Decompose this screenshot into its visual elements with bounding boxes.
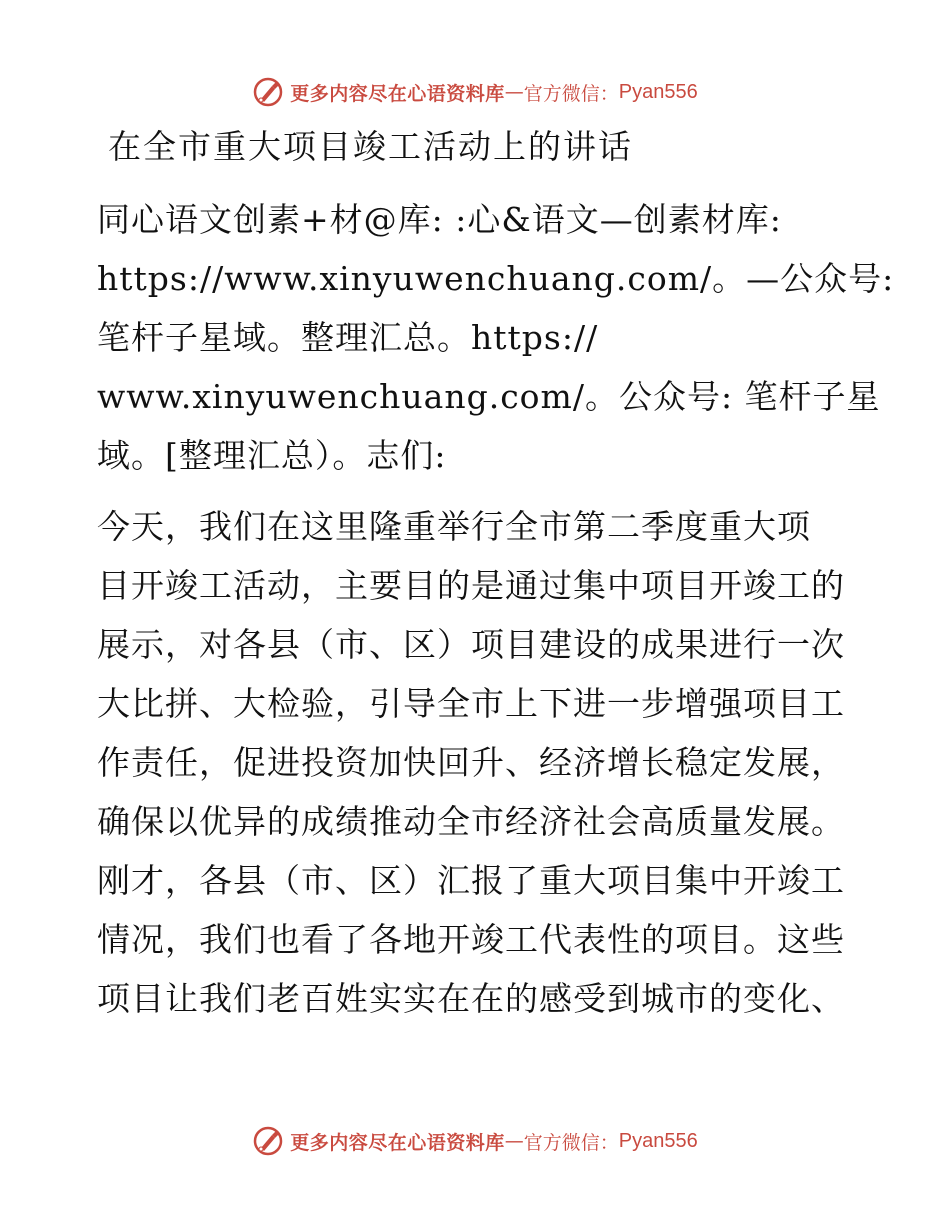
pen-logo-icon — [252, 1125, 284, 1157]
text-line: 同心语文创素+材@库: :心&语文—创素材库: — [97, 200, 782, 239]
paragraph-body — [97, 497, 857, 1028]
paragraph-intro — [97, 190, 895, 485]
footer-watermark-banner — [0, 1121, 950, 1161]
text-line: 笔杆子星域。整理汇总。https:// — [97, 318, 599, 357]
banner-wechat-id: Pyan556 — [618, 80, 698, 103]
document-title: 在全市重大项目竣工活动上的讲话 — [108, 127, 633, 166]
text-line: 确保以优异的成绩推动全市经济社会高质量发展。 — [97, 802, 845, 841]
text-line: 作责任，促进投资加快回升、经济增长稳定发展， — [97, 743, 845, 782]
text-line: 项目让我们老百姓实实在在的感受到城市的变化、 — [97, 979, 845, 1018]
banner-separator: — — [504, 81, 524, 103]
banner-wechat-label: 官方微信： — [523, 82, 619, 105]
banner-wechat-id: Pyan556 — [618, 1129, 698, 1152]
text-line: 今天，我们在这里隆重举行全市第二季度重大项 — [97, 507, 811, 546]
header-watermark-banner — [0, 72, 950, 112]
banner-brand-text: 更多内容尽在心语资料库 — [290, 1131, 505, 1154]
text-line: 域。[整理汇总）。志们: — [97, 436, 447, 475]
text-line: www.xinyuwenchuang.com/。公众号: 笔杆子星 — [97, 377, 881, 416]
text-line: 目开竣工活动，主要目的是通过集中项目开竣工的 — [97, 566, 845, 605]
text-line: 大比拼、大检验，引导全市上下进一步增强项目工 — [97, 684, 845, 723]
text-line: https://www.xinyuwenchuang.com/。—公众号: — [97, 259, 895, 298]
text-line: 展示，对各县（市、区）项目建设的成果进行一次 — [97, 625, 845, 664]
banner-separator: — — [504, 1130, 524, 1152]
pen-logo-icon — [252, 76, 284, 108]
banner-brand-text: 更多内容尽在心语资料库 — [290, 82, 505, 105]
banner-wechat-label: 官方微信： — [523, 1131, 619, 1154]
text-line: 情况，我们也看了各地开竣工代表性的项目。这些 — [97, 920, 845, 959]
text-line: 刚才，各县（市、区）汇报了重大项目集中开竣工 — [97, 861, 845, 900]
